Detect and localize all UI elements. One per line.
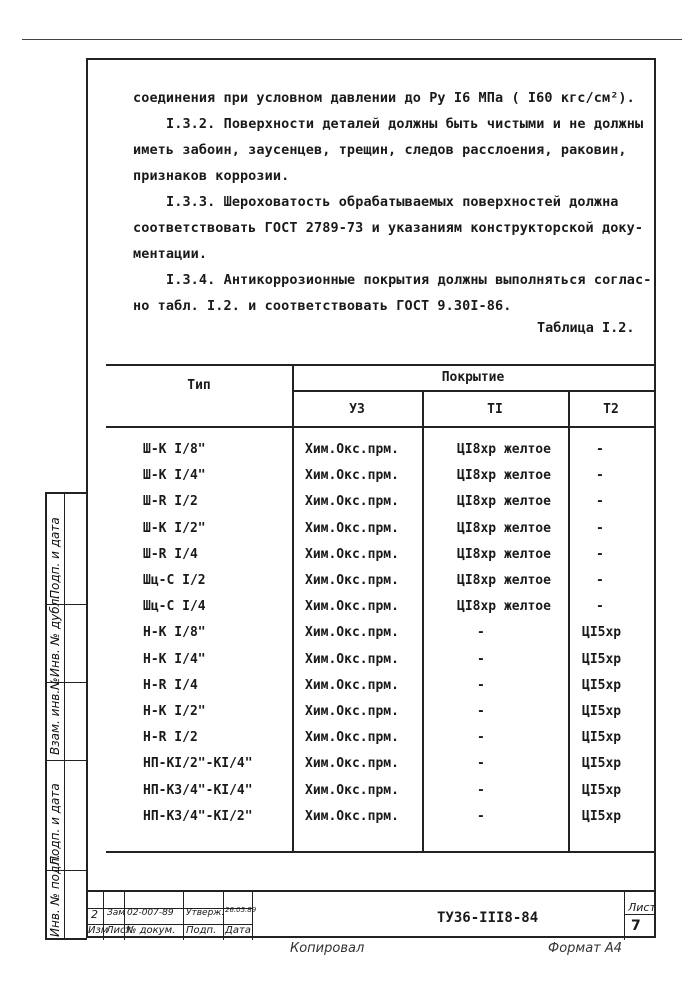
cell-t2: ЦI5хр	[582, 782, 622, 798]
body-line-6: соответствовать ГОСТ 2789-73 и указаниям конструкторской доку-	[133, 220, 644, 236]
cell-u3: Хим.Окс.прм.	[305, 808, 399, 824]
rev-header-change: Изм	[88, 925, 109, 936]
cell-u3: Хим.Окс.прм.	[305, 651, 399, 667]
cell-u3: Хим.Окс.прм.	[305, 468, 399, 484]
rev-sheet: Зам	[107, 908, 126, 918]
cell-t2: -	[596, 442, 604, 457]
sheet-number: 7	[631, 918, 641, 934]
cell-u3: Хим.Окс.прм.	[305, 730, 399, 746]
strip-label-replace-inv: Взам. инв.№	[48, 677, 62, 755]
cell-type: Шц-С I/4	[143, 599, 206, 615]
cell-t2: ЦI5хр	[582, 808, 622, 824]
tb-divider-6	[624, 892, 625, 940]
cell-t2: -	[596, 520, 604, 536]
cell-t1: -	[477, 677, 485, 693]
cell-u3: Хим.Окс.прм.	[305, 442, 399, 457]
cell-u3: Хим.Окс.прм.	[305, 704, 399, 719]
strip-label-dup-inv: Инв. № дубл.	[48, 594, 62, 677]
cell-t2: -	[596, 573, 604, 588]
header-type: Тип	[187, 378, 211, 393]
cell-type: Ш-К I/2"	[143, 520, 206, 536]
cell-t1: -	[477, 625, 485, 641]
cell-t1: -	[477, 651, 485, 667]
cell-t1: -	[477, 756, 485, 772]
cell-u3: Хим.Окс.прм.	[305, 573, 399, 588]
body-line-9: но табл. I.2. и соответствовать ГОСТ 9.30I-86.	[133, 298, 512, 314]
cell-t1: ЦI8хр желтое	[457, 599, 551, 615]
cell-type: Н-R I/4	[143, 677, 198, 693]
cell-type: НП-КI/2"-КI/4"	[143, 756, 253, 772]
cell-t2: -	[596, 599, 604, 615]
cell-t1: ЦI8хр желтое	[457, 546, 551, 562]
cell-u3: Хим.Окс.прм.	[305, 520, 399, 536]
strip-label-orig-inv: Инв. № подл.	[48, 854, 62, 937]
cell-type: Ш-К I/4"	[143, 468, 206, 484]
body-line-3: иметь забоин, заусенцев, трещин, следов расслоения, раковин,	[133, 142, 627, 158]
table-header-split-rule	[292, 390, 654, 392]
body-line-2: I.3.2. Поверхности деталей должны быть чистыми и не должны	[166, 116, 644, 132]
cell-t2: ЦI5хр	[582, 651, 622, 667]
cell-t1: ЦI8хр желтое	[457, 494, 551, 510]
cell-u3: Хим.Окс.прм.	[305, 756, 399, 772]
cell-type: Н-К I/2"	[143, 704, 206, 719]
cell-t1: ЦI8хр желтое	[457, 520, 551, 536]
body-line-7: ментации.	[133, 246, 208, 262]
cell-t1: ЦI8хр желтое	[457, 573, 551, 588]
footer-format: Формат А4	[548, 941, 623, 956]
table-col-divider-1	[292, 364, 294, 851]
tb-sheet-rule	[624, 914, 656, 915]
cell-t2: ЦI5хр	[582, 704, 622, 719]
cell-t1: ЦI8хр желтое	[457, 442, 551, 457]
rev-signature: Утверж.	[186, 908, 225, 918]
cell-type: Н-R I/2	[143, 730, 198, 746]
cell-type: НП-К3/4"-КI/2"	[143, 808, 253, 824]
cell-u3: Хим.Окс.прм.	[305, 782, 399, 798]
cell-t1: ЦI8хр желтое	[457, 468, 551, 484]
rev-header-date: Дата	[225, 925, 251, 936]
cell-type: НП-К3/4"-КI/4"	[143, 782, 253, 798]
table-col-divider-2	[422, 390, 424, 851]
rev-header-doc: № докум.	[126, 925, 176, 936]
table-col-divider-3	[568, 390, 570, 851]
table-top-rule	[106, 364, 654, 366]
rev-header-sheet: Лист	[106, 925, 132, 936]
cell-t1: -	[477, 808, 485, 824]
rev-doc-number: 02-007-89	[127, 908, 174, 918]
cell-type: Н-К I/4"	[143, 651, 206, 667]
cell-t1: -	[477, 782, 485, 798]
table-caption: Таблица I.2.	[537, 320, 635, 336]
rev-header-sign: Подп.	[186, 925, 217, 936]
sheet-label: Лист	[628, 901, 656, 914]
cell-t2: ЦI5хр	[582, 730, 622, 746]
table-bottom-rule	[106, 851, 654, 853]
cell-u3: Хим.Окс.прм.	[305, 494, 399, 510]
subheader-u3: УЗ	[349, 402, 365, 417]
cell-u3: Хим.Окс.прм.	[305, 599, 399, 615]
document-designation: ТУ36-III8-84	[437, 910, 539, 926]
cell-type: Н-К I/8"	[143, 625, 206, 641]
cell-t2: -	[596, 468, 604, 484]
cell-type: Ш-К I/8"	[143, 442, 206, 457]
strip-label-sign-date-2: Подп. и дата	[48, 783, 62, 865]
body-line-1: соединения при условном давлении до Ру I6 МПа ( I60 кгс/см²).	[133, 90, 635, 106]
table-header-bottom-rule	[106, 426, 654, 428]
subheader-t2: Т2	[603, 402, 619, 417]
cell-u3: Хим.Окс.прм.	[305, 546, 399, 562]
cell-t2: -	[596, 494, 604, 510]
strip-row-divider-3	[47, 760, 87, 761]
cell-t1: -	[477, 730, 485, 746]
cell-u3: Хим.Окс.прм.	[305, 677, 399, 693]
rev-date: 26.05.89	[225, 906, 257, 914]
header-coating: Покрытие	[441, 370, 505, 385]
tb-divider-3	[183, 892, 184, 940]
cell-type: Ш-R I/4	[143, 546, 198, 562]
cell-t2: -	[596, 546, 604, 562]
rev-change-number: 2	[91, 908, 98, 921]
subheader-t1: TI	[487, 402, 503, 417]
body-line-5: I.3.3. Шероховатость обрабатываемых поверхностей должна	[166, 194, 619, 210]
strip-col-divider	[64, 494, 65, 938]
cell-type: Шц-С I/2	[143, 573, 206, 588]
cell-type: Ш-R I/2	[143, 494, 198, 510]
body-line-4: признаков коррозии.	[133, 168, 290, 184]
tb-divider-5	[252, 892, 253, 940]
strip-label-sign-date-1: Подп. и дата	[48, 517, 62, 599]
cell-t2: ЦI5хр	[582, 756, 622, 772]
footer-copied-by: Копировал	[290, 941, 365, 956]
cell-t2: ЦI5хр	[582, 677, 622, 693]
cell-t1: -	[477, 704, 485, 719]
cell-t2: ЦI5хр	[582, 625, 622, 641]
body-line-8: I.3.4. Антикоррозионные покрытия должны выполняться соглас-	[166, 272, 652, 288]
cell-u3: Хим.Окс.прм.	[305, 625, 399, 641]
top-border-rule	[22, 39, 682, 40]
side-approval-strip	[45, 492, 87, 940]
